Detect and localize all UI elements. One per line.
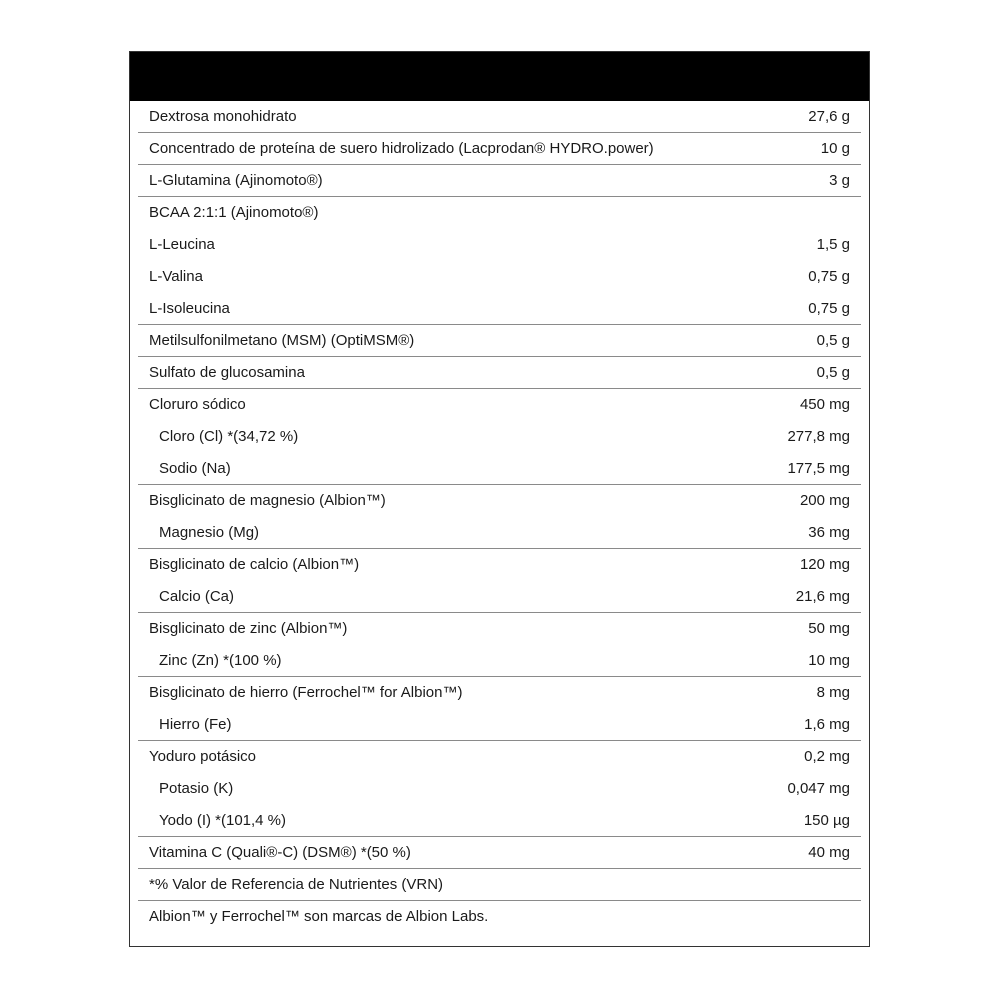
ingredient-rows xyxy=(130,101,869,933)
ingredient-name: Yodo (I) *(101,4 %) xyxy=(159,812,287,829)
ingredient-amount: 120 mg xyxy=(799,556,850,573)
table-row xyxy=(130,101,869,133)
table-row xyxy=(130,261,869,293)
ingredient-name: Sodio (Na) xyxy=(159,460,231,477)
table-row xyxy=(130,517,869,549)
ingredient-name: Vitamina C (Quali®-C) (DSM®) *(50 %) xyxy=(149,844,411,861)
table-row xyxy=(130,613,869,645)
ingredient-amount: 0,047 mg xyxy=(787,780,850,797)
ingredient-name: Yoduro potásico xyxy=(149,748,257,765)
table-row xyxy=(130,773,869,805)
ingredient-name: Bisglicinato de magnesio (Albion™) xyxy=(149,492,386,509)
ingredient-amount: 50 mg xyxy=(808,620,850,637)
table-row xyxy=(130,709,869,741)
ingredient-name: Concentrado de proteína de suero hidrolizado (Lacprodan® HYDRO.power) xyxy=(149,140,654,157)
table-row xyxy=(130,197,869,229)
ingredient-amount: 1,6 mg xyxy=(804,716,850,733)
table-row xyxy=(130,325,869,357)
table-row xyxy=(130,645,869,677)
table-row xyxy=(130,421,869,453)
ingredient-amount: 177,5 mg xyxy=(787,460,850,477)
table-row xyxy=(130,901,869,933)
ingredient-amount: 10 g xyxy=(820,140,850,157)
ingredient-name: Potasio (K) xyxy=(159,780,234,797)
ingredient-name: Bisglicinato de calcio (Albion™) xyxy=(149,556,360,573)
ingredient-name: L-Glutamina (Ajinomoto®) xyxy=(149,172,323,189)
ingredient-name: Calcio (Ca) xyxy=(159,588,235,605)
ingredient-name: *% Valor de Referencia de Nutrientes (VRN) xyxy=(149,876,444,893)
ingredient-amount: 1,5 g xyxy=(816,236,850,253)
ingredient-name: Zinc (Zn) *(100 %) xyxy=(159,652,282,669)
ingredient-amount: 8 mg xyxy=(816,684,850,701)
ingredient-amount: 0,5 g xyxy=(816,332,850,349)
ingredient-amount: 21,6 mg xyxy=(795,588,850,605)
ingredient-name: Metilsulfonilmetano (MSM) (OptiMSM®) xyxy=(149,332,415,349)
ingredient-name: L-Leucina xyxy=(149,236,215,253)
table-header-bar xyxy=(130,52,869,101)
ingredient-amount: 150 µg xyxy=(803,812,850,829)
ingredient-amount: 450 mg xyxy=(799,396,850,413)
ingredient-amount: 40 mg xyxy=(808,844,850,861)
ingredient-amount: 277,8 mg xyxy=(787,428,850,445)
ingredient-name: Albion™ y Ferrochel™ son marcas de Albion Labs. xyxy=(149,908,489,925)
ingredient-name: Hierro (Fe) xyxy=(159,716,232,733)
ingredient-name: Bisglicinato de zinc (Albion™) xyxy=(149,620,348,637)
table-row xyxy=(130,837,869,869)
ingredient-name: Bisglicinato de hierro (Ferrochel™ for Albion™) xyxy=(149,684,463,701)
table-row xyxy=(130,293,869,325)
ingredient-name: Cloro (Cl) *(34,72 %) xyxy=(159,428,299,445)
table-row xyxy=(130,869,869,901)
ingredient-amount: 200 mg xyxy=(799,492,850,509)
ingredient-amount: 36 mg xyxy=(808,524,850,541)
table-row xyxy=(130,357,869,389)
ingredient-amount: 0,75 g xyxy=(808,300,850,317)
table-row xyxy=(130,549,869,581)
table-row xyxy=(130,133,869,165)
table-row xyxy=(130,389,869,421)
ingredient-name: Dextrosa monohidrato xyxy=(149,108,297,125)
table-row xyxy=(130,485,869,517)
table-row xyxy=(130,805,869,837)
ingredient-amount: 0,75 g xyxy=(808,268,850,285)
ingredient-amount: 0,2 mg xyxy=(804,748,850,765)
ingredient-amount: 3 g xyxy=(829,172,850,189)
ingredient-amount: 27,6 g xyxy=(808,108,850,125)
nutrition-table xyxy=(129,51,870,947)
ingredient-name: L-Valina xyxy=(149,268,203,285)
table-row xyxy=(130,581,869,613)
table-row xyxy=(130,741,869,773)
table-row xyxy=(130,229,869,261)
table-row xyxy=(130,677,869,709)
ingredient-name: Magnesio (Mg) xyxy=(159,524,260,541)
ingredient-amount: 0,5 g xyxy=(816,364,850,381)
ingredient-name: L-Isoleucina xyxy=(149,300,230,317)
ingredient-name: Sulfato de glucosamina xyxy=(149,364,305,381)
table-row xyxy=(130,453,869,485)
ingredient-name: Cloruro sódico xyxy=(149,396,246,413)
ingredient-amount: 10 mg xyxy=(808,652,850,669)
table-row xyxy=(130,165,869,197)
ingredient-name: BCAA 2:1:1 (Ajinomoto®) xyxy=(149,204,319,221)
